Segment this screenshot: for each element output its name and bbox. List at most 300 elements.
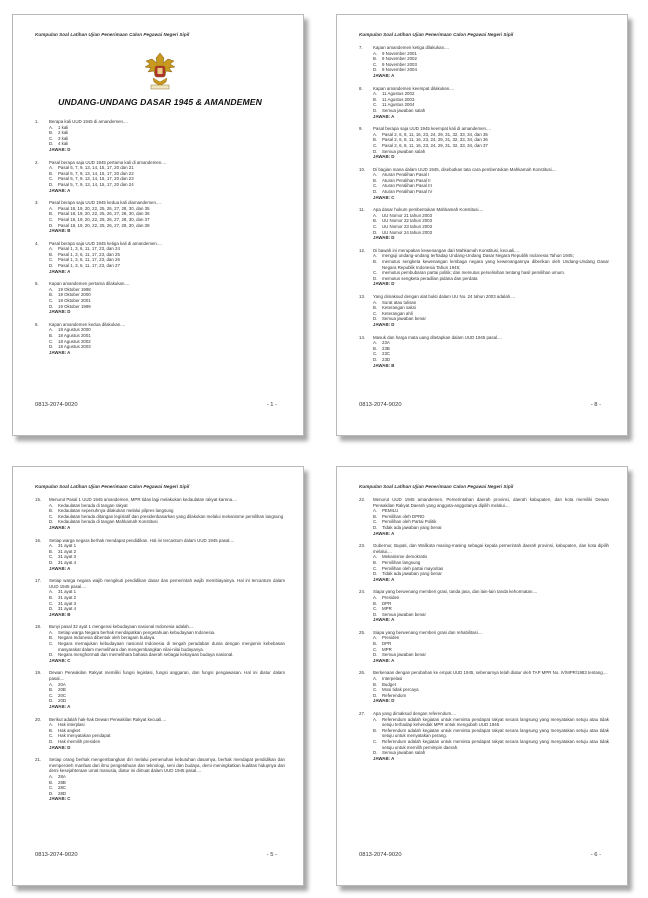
document-page-8 bbox=[336, 14, 628, 436]
question-item bbox=[359, 589, 609, 623]
option-text: 11 Agustus 2002 bbox=[382, 91, 415, 97]
question-list bbox=[35, 497, 285, 802]
answer-key: JAWAB: C bbox=[373, 194, 395, 200]
option-text: 31 ayat 1 bbox=[58, 543, 77, 549]
option-text: Pasal 2, 6, 8, 11, 16, 23, 24, 29, 31, 32, 33, 34, dan 35 bbox=[382, 131, 488, 137]
option-letter: C. bbox=[49, 554, 54, 560]
option-letter: A. bbox=[49, 165, 54, 171]
option-letter: B. bbox=[373, 218, 378, 224]
option-text: 31 ayat 3 bbox=[58, 600, 77, 606]
option-letter: C. bbox=[373, 102, 378, 108]
option-text: Hak angket bbox=[58, 727, 81, 733]
option-letter: D. bbox=[49, 344, 54, 350]
question-number: 3. bbox=[35, 200, 39, 206]
option-text: Pasal 2, 6, 8, 11, 16, 23, 24, 29, 31, 32, 33, 34, dan 36 bbox=[382, 137, 488, 143]
option-letter: B. bbox=[49, 130, 54, 136]
option-text: 1 kali bbox=[58, 124, 69, 130]
option-letter: C. bbox=[373, 606, 378, 612]
answer-key: JAWAB: A bbox=[49, 187, 71, 193]
option-letter: A. bbox=[373, 340, 378, 346]
question-text: Pasal berapa saja UUD 1945 keempat kali di amandemen.... bbox=[373, 126, 491, 132]
option-letter: C. bbox=[373, 270, 378, 276]
option-text: MPR bbox=[382, 606, 392, 612]
option-letter: A. bbox=[49, 589, 54, 595]
option-letter: C. bbox=[49, 600, 54, 606]
option-text: Pasal 5, 7, 9, 13, 14, 15, 17, 20 dan 23 bbox=[58, 176, 134, 182]
option-letter: D. bbox=[49, 652, 54, 658]
option-letter: B. bbox=[49, 508, 54, 514]
option-letter: C. bbox=[49, 338, 54, 344]
option-text: UU Nomor 24 tahun 2003 bbox=[382, 229, 433, 235]
option-letter: C. bbox=[49, 216, 54, 222]
option-letter: C. bbox=[373, 351, 378, 357]
page-content bbox=[359, 497, 609, 768]
option-letter: B. bbox=[373, 513, 378, 519]
question-item bbox=[359, 335, 609, 369]
answer-option bbox=[49, 223, 285, 229]
question-item bbox=[359, 711, 609, 761]
option-text: 19 Oktober 2001 bbox=[58, 298, 91, 304]
question-item bbox=[35, 538, 285, 572]
answer-key: JAWAB: B bbox=[49, 228, 71, 234]
option-text: Semua jawaban salah bbox=[382, 148, 426, 154]
option-text: 11 Agustus 2003 bbox=[382, 96, 415, 102]
option-text: Pemilihan oleh DPRD bbox=[382, 513, 425, 519]
question-number: 11. bbox=[359, 207, 365, 213]
question-text: Pasal berapa saja UUD 1945 kedua kali diamandemen.... bbox=[49, 200, 161, 206]
option-text: 9 November 2001 bbox=[382, 50, 417, 56]
option-letter: D. bbox=[49, 519, 54, 525]
option-letter: D. bbox=[49, 222, 54, 228]
option-letter: D. bbox=[373, 652, 378, 658]
option-letter: D. bbox=[373, 692, 378, 698]
question-number: 23. bbox=[359, 543, 366, 549]
option-letter: B. bbox=[373, 305, 378, 311]
option-letter: B. bbox=[373, 137, 378, 143]
option-text: Keterangan saksi bbox=[382, 305, 416, 311]
option-letter: D. bbox=[49, 790, 54, 796]
question-text: Yang dimaksud dengan alat bukti dalam UU No. 24 tahun 2003 adalah.... bbox=[373, 293, 515, 299]
answer-key: JAWAB: D bbox=[373, 281, 395, 287]
question-number: 21. bbox=[35, 757, 42, 763]
option-text: Referendum adalah kegiatan untuk meminta pendapat rakyat secara langsung yang menyatakan setuju atau tidak setuju untuk menyatakan perang. bbox=[382, 727, 609, 739]
answer-key: JAWAB: A bbox=[49, 565, 71, 571]
option-text: Aturan Peralihan Pasal IV bbox=[382, 189, 433, 195]
option-text: Semua jawaban benar bbox=[382, 316, 426, 322]
option-letter: A. bbox=[373, 594, 378, 600]
answer-option bbox=[373, 316, 609, 322]
page-header: Kumpulan Soal Latihan Ujian Penerimaan Calon Pegawai Negeri Sipil bbox=[359, 484, 514, 489]
question-number: 18. bbox=[35, 624, 42, 630]
option-letter: A. bbox=[373, 131, 378, 137]
option-text: Referendum adalah kegiatan untuk meminta pendapat rakyat secara langsung yang menyatakan setuju atau tidak setuju untuk memilih pemimpin daerah. bbox=[382, 738, 609, 750]
option-text: UU Nomor 22 tahun 2003 bbox=[382, 218, 433, 224]
option-text: Tidak ada jawaban yang benar bbox=[382, 524, 442, 530]
option-text: 20D bbox=[58, 698, 67, 704]
option-letter: B. bbox=[373, 177, 378, 183]
question-text: Dewan Perwakilan Rakyat memiliki fungsi legislasi, fungsi anggaran, dan fungsi pengawasan. Hal ini diatur dalam pasal.... bbox=[49, 670, 285, 682]
option-text: Mosi tidak percaya bbox=[382, 687, 419, 693]
option-letter: D. bbox=[49, 738, 54, 744]
page-content bbox=[35, 497, 285, 809]
option-text: Interpelasi bbox=[382, 676, 403, 682]
question-text: Menurut Pasal 1 UUD 1945 amandemen, MPR tidas lagi melakukan kedaulatan rakyat karena.... bbox=[49, 497, 237, 502]
option-letter: B. bbox=[373, 681, 378, 687]
question-number: 20. bbox=[35, 716, 42, 722]
answer-key: JAWAB: A bbox=[49, 704, 71, 709]
option-text: Budget bbox=[382, 681, 396, 687]
option-letter: A. bbox=[373, 508, 378, 514]
answer-option bbox=[373, 571, 609, 577]
page-number: - 5 - bbox=[266, 852, 277, 858]
option-text: 9 November 2002 bbox=[382, 56, 417, 62]
answer-key: JAWAB: A bbox=[373, 113, 395, 119]
question-number: 24. bbox=[359, 589, 366, 595]
option-text: menguji undang-undang terhadap Undang-Undang Dasar Negara Republik Indonesia Tahun 1945; bbox=[382, 253, 574, 259]
option-text: 20C bbox=[58, 692, 67, 698]
option-letter: A. bbox=[373, 716, 378, 722]
option-letter: D. bbox=[49, 606, 54, 612]
option-text: 18 Agustus 2000 bbox=[58, 327, 91, 333]
option-text: Pasal 2, 6, 8, 11, 16, 23, 24, 29, 31, 32, 33, 34, dan 37 bbox=[382, 142, 488, 148]
footer-phone: 0813-2074-9020 bbox=[359, 402, 402, 408]
option-text: Presiden bbox=[382, 635, 400, 641]
answer-option bbox=[49, 519, 285, 525]
option-text: 31 ayat 2 bbox=[58, 594, 77, 600]
answer-option bbox=[373, 693, 609, 699]
question-item bbox=[35, 322, 285, 356]
option-text: 31 ayat 2 bbox=[58, 548, 77, 554]
option-text: Pasal 1, 3, 6, 11, 17, 23, dan 27 bbox=[58, 263, 120, 269]
question-number: 15. bbox=[35, 497, 42, 502]
option-letter: D. bbox=[373, 67, 378, 73]
option-text: 19 Oktober 1998 bbox=[58, 286, 91, 292]
option-text: Mekanisme demokratis bbox=[382, 554, 428, 560]
option-letter: A. bbox=[373, 172, 378, 178]
option-text: 20B bbox=[58, 687, 66, 693]
question-number: 27. bbox=[359, 711, 366, 716]
option-text: MPR bbox=[382, 646, 392, 652]
page-number: - 1 - bbox=[266, 402, 277, 408]
question-number: 14. bbox=[359, 334, 366, 340]
question-item bbox=[35, 670, 285, 709]
option-letter: D. bbox=[373, 229, 378, 235]
option-text: 9 November 2004 bbox=[382, 67, 417, 73]
option-letter: C. bbox=[373, 61, 378, 67]
option-text: Hak interplasi bbox=[58, 722, 85, 728]
option-letter: D. bbox=[49, 141, 54, 147]
option-text: 23D bbox=[382, 356, 391, 362]
question-text: Di bagian mana dalam UUD 1945, disebutkan tata cara pembentukan Mahkamah Konstitusi.... bbox=[373, 166, 557, 172]
option-letter: C. bbox=[49, 257, 54, 263]
option-text: 20A bbox=[58, 681, 66, 687]
answer-key: JAWAB: A bbox=[373, 530, 395, 536]
option-text: DPR bbox=[382, 641, 392, 647]
question-item bbox=[359, 207, 609, 241]
option-letter: C. bbox=[373, 687, 378, 693]
page-content bbox=[35, 45, 285, 362]
document-page-6 bbox=[336, 466, 628, 886]
answer-key: JAWAB: A bbox=[373, 657, 395, 663]
question-list bbox=[359, 497, 609, 761]
question-number: 26. bbox=[359, 670, 366, 676]
answer-option bbox=[49, 304, 285, 310]
option-letter: D. bbox=[373, 571, 378, 577]
question-text: Bunyi pasal 32 ayat 1 mengenai kebudayaan nasional Indonesia adalah.... bbox=[49, 624, 194, 630]
option-text: Surat atau tulisan bbox=[382, 299, 417, 305]
option-text: DPR bbox=[382, 600, 392, 606]
option-text: 4 kali bbox=[58, 141, 69, 147]
option-letter: A. bbox=[49, 681, 54, 687]
option-letter: B. bbox=[49, 333, 54, 338]
option-letter: C. bbox=[49, 785, 54, 791]
question-text: Setiap warga negara wajib mengikuti pendidikan dasar dan pemerintah wajib membiayainya. Hal ini tercantum dalam UUD 1945 pasal.... bbox=[49, 578, 285, 589]
question-text: Pasal berapa saja UUD 1945 ketiga kali di amandemen.... bbox=[49, 240, 162, 246]
option-text: Semua jawaban benar bbox=[382, 652, 426, 658]
option-text: Referendum adalah kegiatan untuk meminta pendapat rakyat secara langsung yang menyatakan setuju atau tidak setuju terhadap kehendak MPR untuk mengubah UUD 1945 bbox=[382, 716, 609, 728]
answer-key: JAWAB: D bbox=[49, 146, 71, 152]
question-text: Berapa kali UUD 1945 di amandemen.... bbox=[49, 119, 128, 124]
option-letter: B. bbox=[49, 727, 54, 733]
option-text: Pasal 18, 19, 20, 22, 25, 26, 27, 28, 30, dan 37 bbox=[58, 216, 150, 222]
option-text: 23A bbox=[382, 340, 390, 346]
answer-option bbox=[49, 652, 285, 658]
answer-option bbox=[373, 750, 609, 756]
option-letter: B. bbox=[373, 345, 378, 351]
option-text: 9 November 2003 bbox=[382, 61, 417, 67]
option-letter: D. bbox=[373, 189, 378, 195]
option-letter: D. bbox=[373, 275, 378, 281]
option-letter: D. bbox=[49, 698, 54, 704]
answer-option bbox=[49, 182, 285, 188]
option-letter: C. bbox=[373, 310, 378, 316]
question-number: 9. bbox=[359, 126, 363, 132]
option-text: memutus sengketa peradilan pidana dan perdata bbox=[382, 275, 478, 281]
option-letter: C. bbox=[49, 135, 54, 141]
option-text: Aturan Peralihan Pasal III bbox=[382, 183, 432, 189]
option-letter: C. bbox=[373, 224, 378, 230]
answer-option bbox=[373, 259, 609, 270]
option-text: Pasal 5, 7, 9, 13, 14, 15, 17, 20 dan 22 bbox=[58, 170, 134, 176]
answer-key: JAWAB: C bbox=[49, 657, 71, 663]
question-number: 19. bbox=[35, 670, 42, 676]
option-letter: A. bbox=[373, 212, 378, 218]
option-letter: D. bbox=[49, 303, 54, 309]
option-letter: B. bbox=[373, 559, 378, 565]
question-item bbox=[35, 200, 285, 234]
answer-option bbox=[373, 525, 609, 531]
option-text: 28D bbox=[58, 790, 67, 796]
option-text: Pasal 18, 19, 20, 22, 25, 26, 27, 28, 30, dan 36 bbox=[58, 211, 150, 217]
option-letter: C. bbox=[49, 513, 54, 519]
option-letter: A. bbox=[49, 205, 54, 211]
option-text: Referendum bbox=[382, 692, 407, 698]
question-item bbox=[35, 717, 285, 751]
option-letter: A. bbox=[373, 91, 378, 97]
option-text: Pasal 1, 3, 6, 11, 17, 23, dan 26 bbox=[58, 257, 120, 263]
question-number: 7. bbox=[359, 45, 363, 50]
option-text: Presiden bbox=[382, 594, 400, 600]
option-text: Pasal 5, 7, 9, 13, 14, 15, 17, 20 dan 24 bbox=[58, 181, 134, 187]
question-number: 12. bbox=[359, 247, 366, 253]
question-item bbox=[35, 757, 285, 802]
question-text: Gubernur, Bupati, dan Walikota masing-masing sebagai kepala pemerintah daerah provinsi, kabupaten, dan kota dipilih melalui.... bbox=[373, 543, 609, 554]
answer-option bbox=[373, 728, 609, 739]
option-letter: B. bbox=[49, 211, 54, 217]
question-text: Menurut UUD 1945 amandemen, Pemerintahan daerah provinsi, daerah kabupaten, dan kota memiliki Dewan Perwakilan Rakyat Daerah yang anggota-anggotanya dipilih melalui.... bbox=[373, 497, 609, 508]
option-text: Pasal 1, 3, 6, 11, 17, 23, dan 25 bbox=[58, 251, 120, 257]
option-text: Kedaulatan sepenuhnya dilakukan melalui pilpres langsung bbox=[58, 508, 174, 514]
option-text: 3 kali bbox=[58, 135, 69, 141]
option-text: memutus sengketa kewenangan lembaga negara yang kewenangannya diberikan oleh Undang-Undang Dasar Negara Republik Indonesia Tahun 1945; bbox=[382, 259, 609, 270]
question-text: Kapan amandemen ketiga dilakukan.... bbox=[373, 45, 449, 50]
answer-option bbox=[373, 357, 609, 363]
option-text: Kedaulatan berada ditangan legislatif dan presidenbasarkan yang dilakukan melalui mekanisme pemilihan langsung bbox=[58, 513, 284, 519]
option-text: Negara menghormati dan memelihara bahasa daerah sebagai kekayaan budaya nasional. bbox=[58, 652, 234, 658]
question-number: 16. bbox=[35, 537, 42, 543]
option-text: Tidak ada jawaban yang benar bbox=[382, 571, 442, 577]
option-letter: A. bbox=[373, 635, 378, 641]
option-letter: C. bbox=[49, 692, 54, 698]
option-text: Negara memajukan kebudayaan nasional Indonesia di tengah peradaban dunia dengan menjamin kebebasan masyarakat dalam memelihara dan mengembangkan nilai-nilai budayanya. bbox=[58, 641, 285, 652]
option-text: 2 kali bbox=[58, 130, 69, 136]
option-letter: B. bbox=[49, 292, 54, 298]
option-text: 11 Agustus 2004 bbox=[382, 102, 415, 108]
question-list bbox=[359, 45, 609, 368]
answer-key: JAWAB: A bbox=[373, 576, 395, 582]
option-letter: C. bbox=[49, 176, 54, 182]
question-number: 13. bbox=[359, 293, 366, 299]
page-content bbox=[359, 45, 609, 375]
option-letter: B. bbox=[49, 251, 54, 257]
answer-key: JAWAB: D bbox=[373, 154, 395, 160]
answer-option bbox=[373, 612, 609, 618]
answer-key: JAWAB: A bbox=[373, 617, 395, 623]
option-letter: B. bbox=[373, 727, 378, 733]
option-text: 19 Oktober 2000 bbox=[58, 292, 91, 298]
option-letter: A. bbox=[49, 773, 54, 779]
question-item bbox=[35, 497, 285, 531]
option-letter: A. bbox=[49, 246, 54, 252]
question-number: 8. bbox=[359, 85, 363, 91]
answer-option bbox=[373, 67, 609, 73]
answer-option bbox=[49, 791, 285, 797]
answer-option bbox=[49, 606, 285, 612]
option-letter: A. bbox=[373, 299, 378, 305]
question-item bbox=[359, 248, 609, 287]
answer-key: JAWAB: A bbox=[373, 72, 395, 78]
option-text: 18 Agustus 2002 bbox=[58, 338, 91, 344]
question-number: 10. bbox=[359, 166, 366, 172]
option-letter: A. bbox=[373, 253, 378, 259]
page-header: Kumpulan Soal Latihan Ujian Penerimaan Calon Pegawai Negeri Sipil bbox=[359, 32, 514, 37]
option-letter: C. bbox=[373, 142, 378, 148]
question-item bbox=[359, 126, 609, 160]
question-number: 5. bbox=[35, 281, 39, 287]
question-number: 17. bbox=[35, 578, 42, 584]
option-text: 23B bbox=[382, 345, 390, 351]
option-letter: A. bbox=[49, 502, 54, 508]
option-text: UU Nomor 21 tahun 2003 bbox=[382, 212, 433, 218]
answer-option bbox=[373, 149, 609, 155]
page-header: Kumpulan Soal Latihan Ujian Penerimaan Calon Pegawai Negeri Sipil bbox=[35, 32, 190, 37]
question-item bbox=[359, 86, 609, 120]
option-letter: B. bbox=[373, 600, 378, 606]
question-text: Apa dasar hukum pembentukan Mahkamah Konstitusi.... bbox=[373, 207, 484, 213]
option-letter: B. bbox=[49, 687, 54, 693]
option-text: Semua jawaban salah bbox=[382, 750, 426, 756]
question-item bbox=[359, 45, 609, 79]
option-text: 31 ayat 1 bbox=[58, 589, 77, 595]
answer-option bbox=[49, 344, 285, 350]
answer-option bbox=[49, 560, 285, 566]
question-list bbox=[35, 119, 285, 355]
answer-option bbox=[49, 141, 285, 147]
option-text: 31 ayat 3 bbox=[58, 554, 77, 560]
answer-key: JAWAB: D bbox=[373, 321, 395, 327]
option-letter: C. bbox=[49, 733, 54, 739]
option-letter: D. bbox=[373, 316, 378, 322]
question-text: Setiap orang berhak mengembangkan diri melalui pemenuhan kebutuhan dasarnya, berhak mendapat pendidikan dan memperoleh manfaat dari ilmu pengetahuan dan teknologi, seni dan budaya, demi meningkatkan kualitas hidupnya dan demi kesejahteraan umat manusia, diatur ini dimuat dalam UUD 1945 pasal.... bbox=[49, 757, 285, 774]
option-letter: D. bbox=[373, 750, 378, 756]
option-text: Kedaulatan berada di tangan Mahkamah Konstitusi bbox=[58, 519, 158, 525]
option-text: Hak memilih presiden bbox=[58, 738, 101, 744]
answer-option bbox=[373, 230, 609, 236]
question-text: Masuk dan harga mata uang ditetapkan dalam UUD 1945 pasal.... bbox=[373, 334, 502, 340]
option-text: Pemilihan oleh partai mayoritas bbox=[382, 565, 444, 571]
question-item bbox=[35, 281, 285, 315]
question-text: Pasal berapa saja UUD 1945 pertama kali di amandemen.... bbox=[49, 159, 167, 165]
garuda-emblem-icon bbox=[142, 49, 178, 93]
option-text: 23C bbox=[382, 351, 391, 357]
option-text: 18 Agustus 2001 bbox=[58, 333, 91, 338]
option-letter: B. bbox=[373, 96, 378, 102]
option-text: Pemilihan langsung bbox=[382, 559, 421, 565]
option-text: 28B bbox=[58, 779, 66, 785]
option-letter: D. bbox=[373, 148, 378, 154]
option-letter: D. bbox=[373, 107, 378, 113]
question-text: Kapan amandemen keempat dilakukan.... bbox=[373, 85, 455, 91]
question-text: Siapa yang berwenang memberi grasi dan rehabilitasi.... bbox=[373, 629, 483, 635]
answer-option bbox=[373, 717, 609, 728]
answer-option bbox=[49, 263, 285, 269]
answer-option bbox=[373, 739, 609, 750]
option-text: Aturan Peralihan Pasal I bbox=[382, 172, 430, 178]
option-letter: B. bbox=[373, 56, 378, 62]
question-item bbox=[359, 543, 609, 582]
question-item bbox=[35, 119, 285, 153]
option-text: memutus pembubaran partai politik; dan memutus perselisihan tentang hasil pemilihan umum. bbox=[382, 270, 566, 276]
option-letter: C. bbox=[373, 565, 378, 571]
answer-option bbox=[373, 189, 609, 195]
document-page-5 bbox=[12, 466, 304, 886]
option-text: Setiap warga Negara berhak mendapatkan pengetahuan kebudayaan Indonesia. bbox=[58, 629, 216, 635]
option-letter: D. bbox=[373, 356, 378, 362]
question-item bbox=[359, 167, 609, 201]
option-text: Semua jawaban salah bbox=[382, 107, 426, 113]
question-item bbox=[35, 624, 285, 663]
option-text: Kedaulatan berada di tangan rakyat bbox=[58, 502, 128, 508]
option-text: Semua jawaban benar bbox=[382, 611, 426, 617]
option-letter: D. bbox=[49, 181, 54, 187]
option-text: Pemilihan oleh Partai Politik bbox=[382, 519, 437, 525]
option-letter: C. bbox=[49, 641, 54, 647]
question-number: 2. bbox=[35, 159, 39, 165]
question-number: 1. bbox=[35, 119, 39, 124]
option-letter: D. bbox=[49, 559, 54, 565]
option-letter: C. bbox=[49, 298, 54, 304]
question-text: Kapan amandemen pertama dilakukan.... bbox=[49, 281, 130, 287]
